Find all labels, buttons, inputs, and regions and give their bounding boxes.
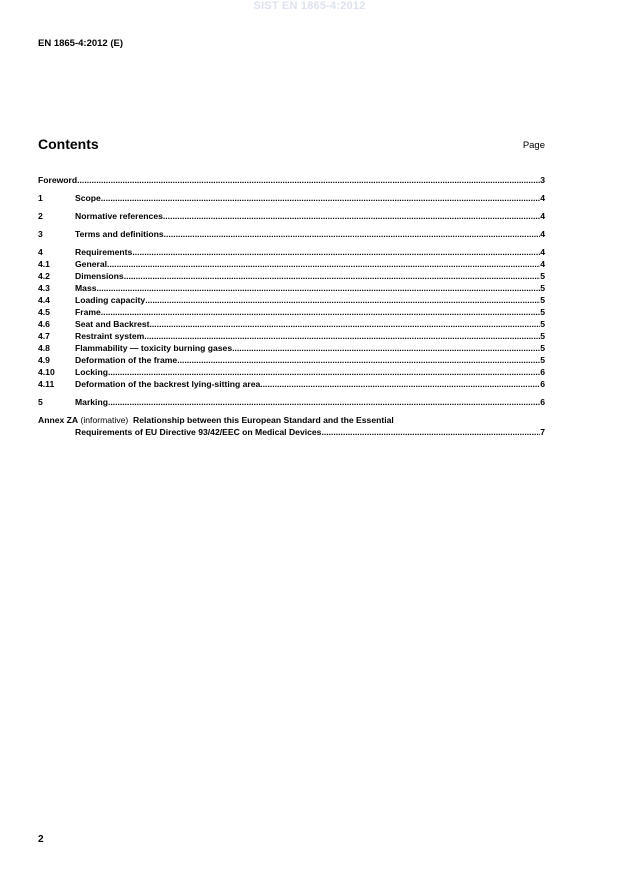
toc-number: 4.6 — [38, 319, 50, 329]
toc-entry[interactable] — [38, 294, 545, 306]
toc-entry[interactable] — [38, 246, 545, 258]
toc-entry[interactable] — [38, 270, 545, 282]
toc-title: General — [75, 259, 108, 269]
toc-leader-dots — [108, 396, 540, 408]
toc-leader-dots — [101, 306, 540, 318]
toc-title: Foreword — [38, 175, 78, 185]
toc-entry[interactable] — [38, 258, 545, 270]
toc-number: 4.11 — [38, 379, 55, 389]
toc-number: 4.2 — [38, 271, 50, 281]
toc-entry-foreword[interactable] — [38, 174, 545, 186]
toc-entry[interactable] — [38, 210, 545, 222]
toc-leader-dots — [101, 192, 540, 204]
toc-leader-dots — [107, 258, 540, 270]
toc-title: Mass — [75, 283, 97, 293]
toc-page: 3 — [540, 175, 545, 185]
toc-leader-dots — [232, 342, 540, 354]
toc-entry[interactable] — [38, 342, 545, 354]
toc-page: 5 — [540, 355, 545, 365]
toc-entry[interactable] — [38, 192, 545, 204]
toc-title: Requirements — [75, 247, 133, 257]
toc-title: Flammability — toxicity burning gases — [75, 343, 233, 353]
toc-title: Loading capacity — [75, 295, 146, 305]
toc-entry[interactable] — [38, 318, 545, 330]
toc-leader-dots — [144, 330, 540, 342]
toc-number: 1 — [38, 193, 43, 203]
toc-page: 6 — [540, 397, 545, 407]
toc-title: Locking — [75, 367, 108, 377]
toc-entry[interactable] — [38, 228, 545, 240]
toc-leader-dots — [145, 294, 540, 306]
watermark: SIST EN 1865-4:2012 — [253, 0, 366, 12]
toc-page: 5 — [540, 271, 545, 281]
toc-title: Restraint system — [75, 331, 145, 341]
toc-title: Deformation of the frame — [75, 355, 178, 365]
contents-heading: Contents — [38, 136, 99, 152]
toc-entry[interactable] — [38, 354, 545, 366]
toc-number: 4.3 — [38, 283, 50, 293]
toc-number: 4.5 — [38, 307, 50, 317]
toc-number: 5 — [38, 397, 43, 407]
toc-number: 4.9 — [38, 355, 50, 365]
toc-number: 4.8 — [38, 343, 50, 353]
annex-type: (informative) — [80, 415, 129, 425]
toc-number: 4.10 — [38, 367, 55, 377]
annex-title-line1: Relationship between this European Standard and the Essential — [133, 415, 394, 425]
toc-title: Terms and definitions — [75, 229, 164, 239]
toc-entry[interactable] — [38, 378, 545, 390]
toc-page: 6 — [540, 367, 545, 377]
table-of-contents — [38, 174, 545, 438]
toc-leader-dots — [164, 228, 541, 240]
toc-title: Marking — [75, 397, 108, 407]
toc-leader-dots — [260, 378, 540, 390]
toc-title: Deformation of the backrest lying-sitting area — [75, 379, 261, 389]
toc-leader-dots — [177, 354, 540, 366]
toc-title: Scope — [75, 193, 101, 203]
toc-leader-dots — [108, 366, 540, 378]
toc-page: 7 — [540, 427, 545, 437]
toc-entry[interactable] — [38, 330, 545, 342]
toc-page: 5 — [540, 319, 545, 329]
toc-page: 4 — [540, 229, 545, 239]
toc-title: Frame — [75, 307, 101, 317]
toc-page: 5 — [540, 283, 545, 293]
toc-page: 5 — [540, 295, 545, 305]
toc-entry-annex[interactable] — [38, 414, 545, 438]
toc-entry[interactable] — [38, 282, 545, 294]
toc-page: 4 — [540, 193, 545, 203]
toc-page: 6 — [540, 379, 545, 389]
toc-number: 4.4 — [38, 295, 50, 305]
toc-page: 4 — [540, 259, 545, 269]
toc-entry[interactable] — [38, 396, 545, 408]
page-column-label: Page — [522, 140, 545, 151]
toc-page: 5 — [540, 331, 545, 341]
toc-page: 5 — [540, 343, 545, 353]
toc-title: Dimensions — [75, 271, 124, 281]
toc-number: 3 — [38, 229, 43, 239]
toc-number: 2 — [38, 211, 43, 221]
toc-page: 5 — [540, 307, 545, 317]
toc-title: Seat and Backrest — [75, 319, 150, 329]
toc-leader-dots — [150, 318, 541, 330]
page-number: 2 — [38, 834, 44, 845]
toc-number: 4 — [38, 247, 43, 257]
toc-entry[interactable] — [38, 366, 545, 378]
toc-leader-dots — [97, 282, 541, 294]
annex-title-line2: Requirements of EU Directive 93/42/EEC on Medical Devices — [75, 427, 322, 437]
toc-title: Normative references — [75, 211, 163, 221]
toc-entry[interactable] — [38, 306, 545, 318]
toc-leader-dots — [163, 210, 540, 222]
annex-label: Annex ZA — [38, 415, 79, 425]
toc-number: 4.1 — [38, 259, 50, 269]
document-id: EN 1865-4:2012 (E) — [38, 38, 124, 49]
toc-number: 4.7 — [38, 331, 50, 341]
toc-leader-dots — [132, 246, 540, 258]
toc-page: 4 — [540, 247, 545, 257]
toc-leader-dots — [77, 174, 540, 186]
toc-leader-dots — [124, 270, 541, 282]
toc-page: 4 — [540, 211, 545, 221]
toc-leader-dots — [321, 426, 540, 438]
